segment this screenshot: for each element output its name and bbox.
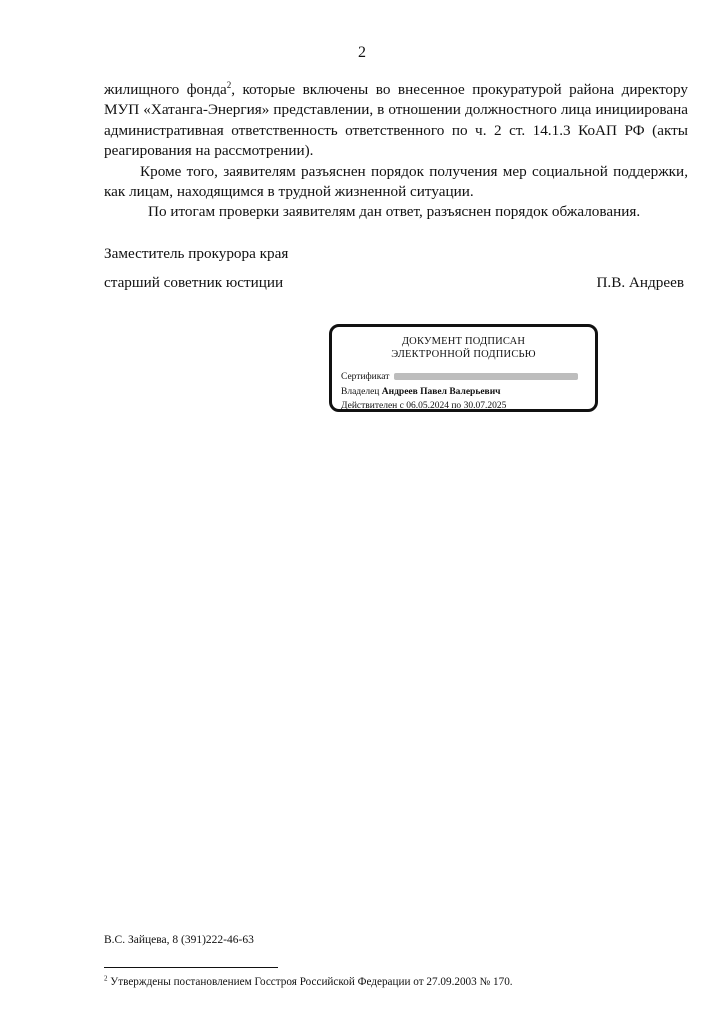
certificate-label: Сертификат <box>341 372 390 382</box>
paragraph-3: По итогам проверки заявителям дан ответ, разъяснен порядок обжалования. <box>148 203 641 221</box>
owner-label: Владелец <box>341 387 380 397</box>
footnote-text: Утверждены постановлением Госстроя Российской Федерации от 27.09.2003 № 170. <box>107 976 513 988</box>
stamp-certificate-row <box>341 371 578 383</box>
footnote <box>104 976 513 988</box>
stamp-validity-row <box>341 400 506 412</box>
letter-body <box>104 80 688 223</box>
stamp-title-line-1: ДОКУМЕНТ ПОДПИСАН <box>401 336 526 347</box>
footnote-divider <box>104 967 278 968</box>
paragraph-1-rest: , которые включены во внесенное прокуратурой района директору МУП «Хатанга-Энергия» представлении, в отношении должностного лица инициирована административная ответственность ответственного по ч. 2 ст. 14.1.3 КоАП РФ (акты реагирования на рассмотрении). <box>104 81 688 160</box>
paragraph-1-start: жилищного фонда <box>104 81 227 98</box>
signer-rank: старший советник юстиции <box>104 274 284 291</box>
page-number: 2 <box>358 44 366 61</box>
valid-to-label: по <box>451 401 462 411</box>
signer-name: П.В. Андреев <box>596 274 684 291</box>
owner-name: Андреев Павел Валерьевич <box>381 387 501 397</box>
signer-position: Заместитель прокурора края <box>104 245 289 262</box>
stamp-title <box>332 335 595 361</box>
stamp-owner-row <box>341 386 501 398</box>
certificate-redacted-value <box>394 373 578 380</box>
electronic-signature-stamp <box>329 324 598 412</box>
footnote-marker: 2 <box>104 974 108 983</box>
executor-contact: В.С. Зайцева, 8 (391)222-46-63 <box>104 934 254 946</box>
valid-from: 06.05.2024 <box>406 401 449 411</box>
paragraph-2: Кроме того, заявителям разъяснен порядок получения мер социальной поддержки, как лицам, находящимся в трудной жизненной ситуации. <box>104 162 688 201</box>
signer-line <box>104 274 688 292</box>
paragraph-1 <box>104 80 688 162</box>
valid-label: Действителен с <box>341 401 404 411</box>
stamp-title-line-2: ЭЛЕКТРОННОЙ ПОДПИСЬЮ <box>391 349 536 360</box>
valid-to: 30.07.2025 <box>463 401 507 411</box>
footnote-reference: 2 <box>226 79 232 90</box>
